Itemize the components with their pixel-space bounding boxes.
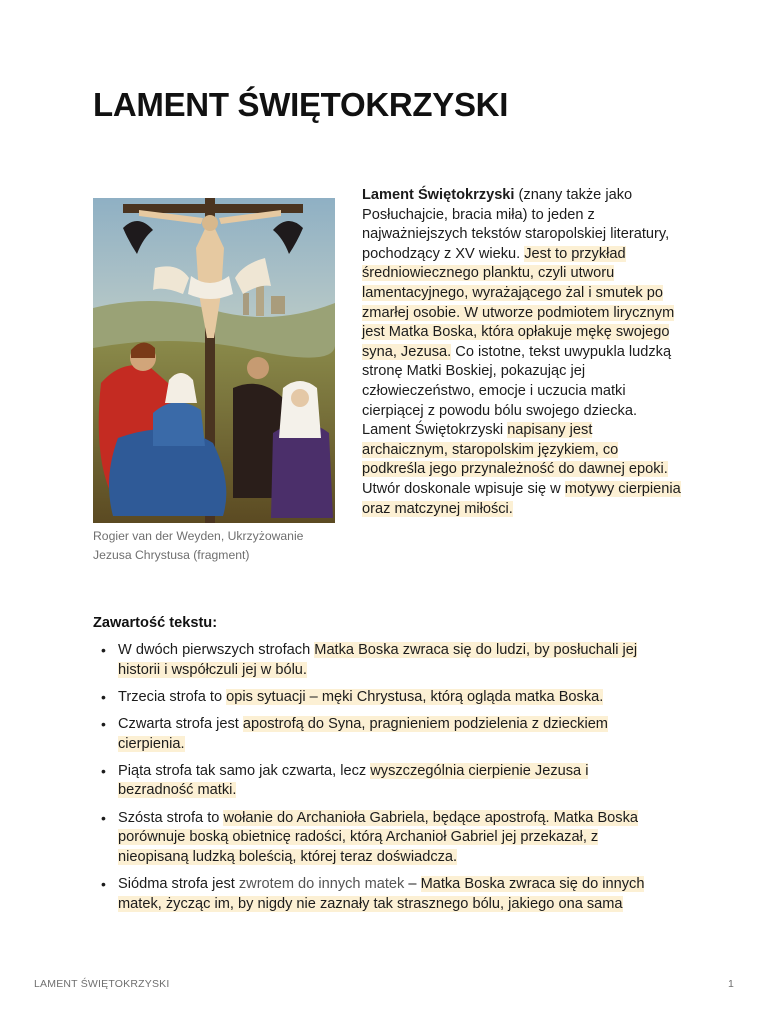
stanza-text: Siódma strofa jest bbox=[118, 875, 239, 892]
list-item bbox=[93, 688, 663, 708]
stanza-highlight: wołanie do Archanioła Gabriela, będące apostrofą. Matka Boska porównuje boską obietnicę radości, którą Archanioł Gabriel jej przekazał, z nieopisaną ludzką boleścią, której teraz doświadcza. bbox=[118, 809, 639, 865]
intro-highlight: napisany jest archaicznym, staropolskim językiem, co podkreśla jego przynależność do dawnej epoki. bbox=[362, 422, 668, 478]
intro-segment: Lament Świętokrzyski bbox=[362, 187, 515, 203]
painting-image bbox=[93, 198, 335, 523]
list-item bbox=[93, 875, 663, 914]
intro-segment: (znany także jako Posłuchajcie, bracia miła) to jeden z najważniejszych tekstów staropolskiej literatury, pochodzący z XV wieku. bbox=[362, 187, 670, 262]
stanza-highlight: apostrofą do Syna, pragnieniem podzielenia z dzieckiem cierpienia. bbox=[118, 715, 608, 752]
stanza-text: Trzecia strofa to bbox=[118, 688, 227, 705]
intro-segment: Utwór doskonale wpisuje się w bbox=[362, 480, 565, 497]
contents-heading: Zawartość tekstu: bbox=[93, 615, 218, 631]
stanza-text: Piąta strofa tak samo jak czwarta, lecz bbox=[118, 762, 371, 779]
intro-segment: Co istotne, tekst uwypukla ludzką stronę Matki Boskiej, pokazując jej człowieczeństwo, emocje i uczucia matki cierpiącej z powodu bólu swojego dziecka. Lament Świętokrzyski bbox=[362, 343, 672, 439]
bullet-icon: • bbox=[101, 762, 106, 779]
list-item bbox=[93, 641, 663, 680]
intro-highlight: Jest to przykład średniowiecznego planktu, czyli utworu lamentacyjnego, wyrażającego żal i smutek po zmarłej osobie. W utworze podmiotem lirycznym jest Matka Boska, która opłakuje mękę swojego syna, Jezusa. bbox=[362, 245, 675, 360]
bullet-icon: • bbox=[101, 688, 106, 705]
stanza-text: – bbox=[404, 875, 421, 892]
list-item bbox=[93, 715, 663, 754]
bullet-icon: • bbox=[101, 875, 106, 892]
stanza-highlight: opis sytuacji – męki Chrystusa, którą ogląda matka Boska. bbox=[226, 688, 604, 705]
footer-title: LAMENT ŚWIĘTOKRZYSKI bbox=[34, 978, 170, 990]
intro-paragraph bbox=[362, 186, 682, 519]
stanza-highlight: Matka Boska zwraca się do innych matek, życząc im, by nigdy nie zaznały tak strasznego bólu, jakiego ona sama bbox=[118, 875, 645, 912]
list-item bbox=[93, 762, 663, 801]
intro-highlight: motywy cierpienia oraz matczynej miłości. bbox=[362, 480, 681, 517]
stanza-list bbox=[93, 641, 663, 922]
list-item bbox=[93, 809, 663, 868]
bullet-icon: • bbox=[101, 642, 106, 658]
bullet-icon: • bbox=[101, 715, 106, 732]
figure-caption: Rogier van der Weyden, Ukrzyżowanie Jezusa Chrystusa (fragment) bbox=[93, 529, 304, 562]
stanza-text: Czwarta strofa jest bbox=[118, 715, 243, 732]
bullet-icon: • bbox=[101, 809, 106, 826]
stanza-muted: zwrotem do innych matek bbox=[238, 875, 405, 892]
stanza-text: Szósta strofa to bbox=[118, 809, 224, 826]
stanza-highlight: Matka Boska zwraca się do ludzi, by posłuchali jej historii i współczuli jej w bólu. bbox=[118, 642, 638, 678]
page-title: LAMENT ŚWIĘTOKRZYSKI bbox=[93, 86, 509, 123]
page-number: 1 bbox=[728, 978, 734, 990]
stanza-highlight: wyszczególnia cierpienie Jezusa i bezradność matki. bbox=[118, 762, 589, 799]
stanza-text: W dwóch pierwszych strofach bbox=[118, 642, 315, 658]
